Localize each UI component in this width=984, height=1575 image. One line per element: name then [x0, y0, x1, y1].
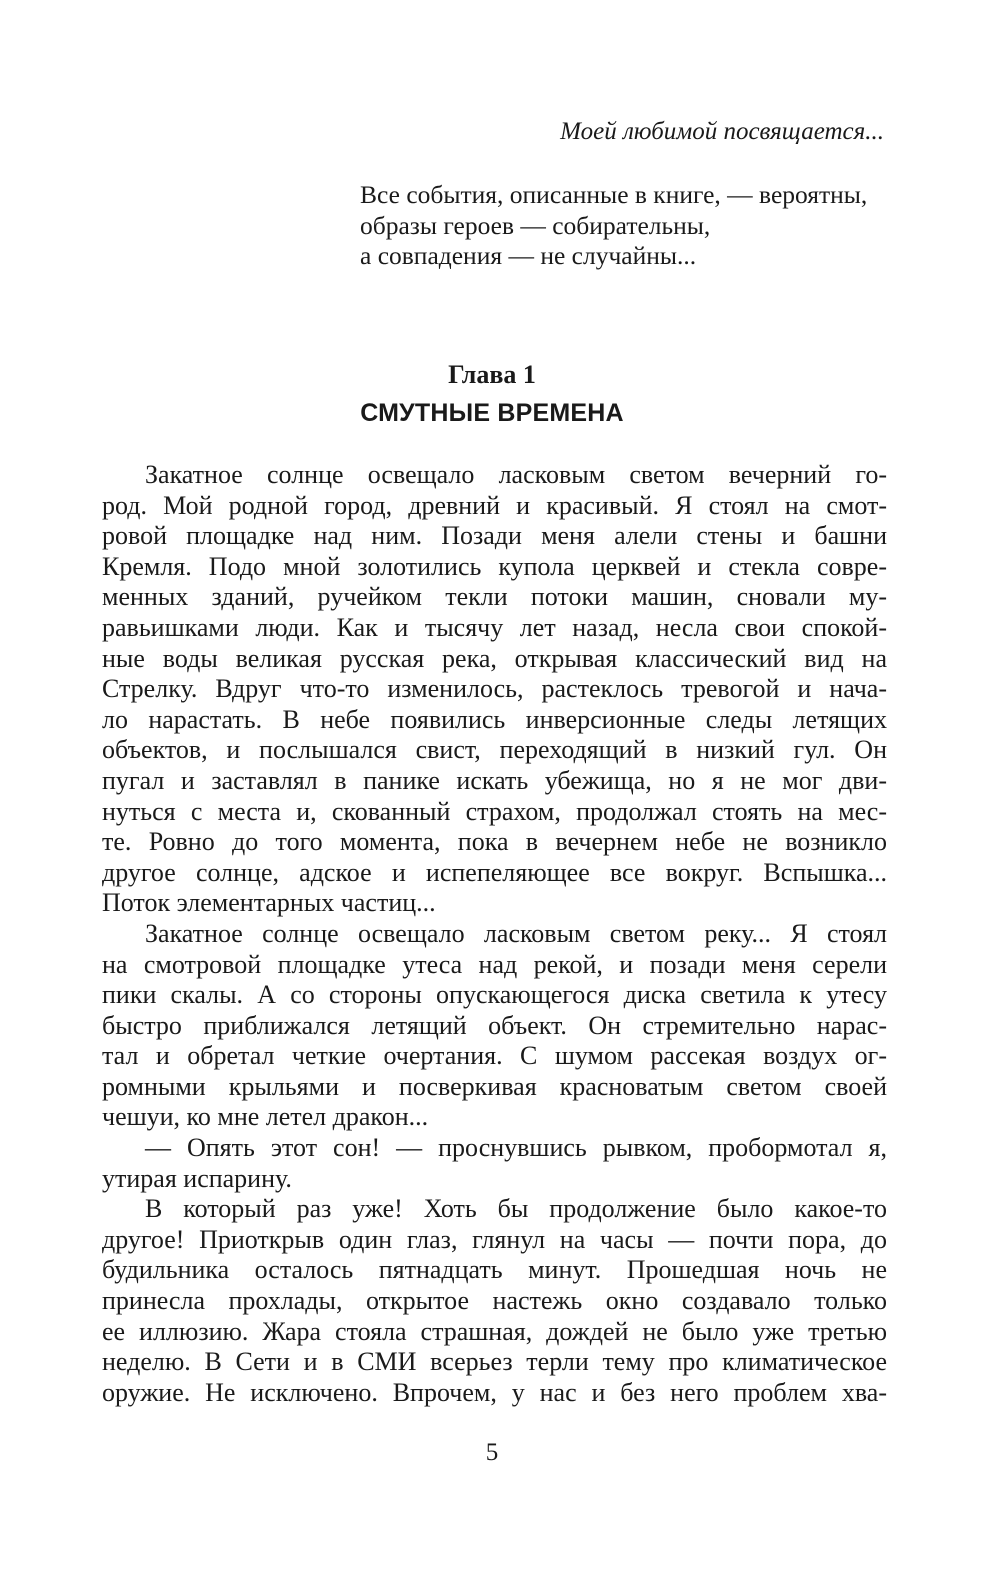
epigraph: [360, 180, 900, 272]
text-line: ные воды великая русская река, открывая классический вид на: [102, 643, 887, 673]
text-line: равьишками люди. Как и тысячу лет назад, несла свои спокой-: [102, 612, 887, 642]
text-line: оружие. Не исключено. Впрочем, у нас и без него проблем хва-: [102, 1377, 887, 1407]
text-line: ее иллюзию. Жара стояла страшная, дождей не было уже третью: [102, 1316, 887, 1346]
text-line: пугал и заставлял в панике искать убежища, но я не мог дви-: [102, 765, 887, 795]
text-line: будильника осталось пятнадцать минут. Прошедшая ночь не: [102, 1255, 887, 1285]
text-line: другое! Приоткрыв один глаз, глянул на часы — почти пора, до: [102, 1224, 887, 1254]
text-line: неделю. В Сети и в СМИ всерьез терли тему про климатическое: [102, 1347, 887, 1377]
paragraph: [102, 1133, 887, 1194]
epigraph-line: образы героев — собирательны,: [360, 210, 711, 240]
chapter-body: [102, 460, 887, 1408]
text-line: В который раз уже! Хоть бы продолжение было какое-то: [145, 1194, 887, 1224]
text-line: род. Мой родной город, древний и красивый. Я стоял на смот-: [102, 490, 887, 520]
chapter-number: Глава 1: [448, 360, 536, 389]
text-line: нуться с места и, скованный страхом, продолжал стоять на мес-: [102, 796, 887, 826]
text-line: чешуи, ко мне летел дракон...: [102, 1102, 429, 1132]
text-line: тал и обретал четкие очертания. С шумом рассекая воздух ог-: [102, 1041, 887, 1071]
text-line: объектов, и послышался свист, переходящий в низкий гул. Он: [102, 735, 887, 765]
text-line: на смотровой площадке утеса над рекой, и позади меня серели: [102, 949, 887, 979]
page-number: 5: [485, 1439, 499, 1466]
text-line: другое солнце, адское и испепеляющее все вокруг. Вспышка...: [102, 857, 887, 887]
text-line: ло нарастать. В небе появились инверсионные следы летящих: [102, 704, 887, 734]
text-line: Закатное солнце освещало ласковым светом реку... Я стоял: [145, 918, 887, 948]
text-line: — Опять этот сон! — проснувшись рывком, пробормотал я,: [145, 1133, 887, 1163]
text-line: быстро приближался летящий объект. Он стремительно нарас-: [102, 1010, 887, 1040]
text-line: Кремля. Подо мной золотились купола церквей и стекла совре-: [102, 551, 887, 581]
text-line: принесла прохлады, открытое настежь окно создавало только: [102, 1286, 887, 1316]
text-line: утирая испарину.: [102, 1163, 292, 1193]
paragraph: [102, 1194, 887, 1408]
chapter-title: СМУТНЫЕ ВРЕМЕНА: [360, 399, 624, 427]
paragraph: [102, 460, 887, 919]
paragraph: [102, 919, 887, 1133]
text-line: Поток элементарных частиц...: [102, 888, 436, 918]
epigraph-line: а совпадения — не случайны...: [360, 241, 697, 270]
dedication: Моей любимой посвящается...: [560, 118, 884, 145]
text-line: менных зданий, ручейком текли потоки машин, сновали му-: [102, 582, 887, 612]
text-line: ромными крыльями и посверкивая красноватым светом своей: [102, 1071, 887, 1101]
text-line: Закатное солнце освещало ласковым светом вечерний го-: [145, 460, 887, 489]
epigraph-line: Все события, описанные в книге, — вероятны,: [360, 180, 868, 209]
text-line: пики скалы. А со стороны опускающегося диска светила к утесу: [102, 980, 887, 1010]
text-line: те. Ровно до того момента, пока в вечернем небе не возникло: [102, 827, 887, 857]
text-line: Стрелку. Вдруг что-то изменилось, растеклось тревогой и нача-: [102, 674, 887, 704]
text-line: ровой площадке над ним. Позади меня алели стены и башни: [102, 521, 887, 551]
